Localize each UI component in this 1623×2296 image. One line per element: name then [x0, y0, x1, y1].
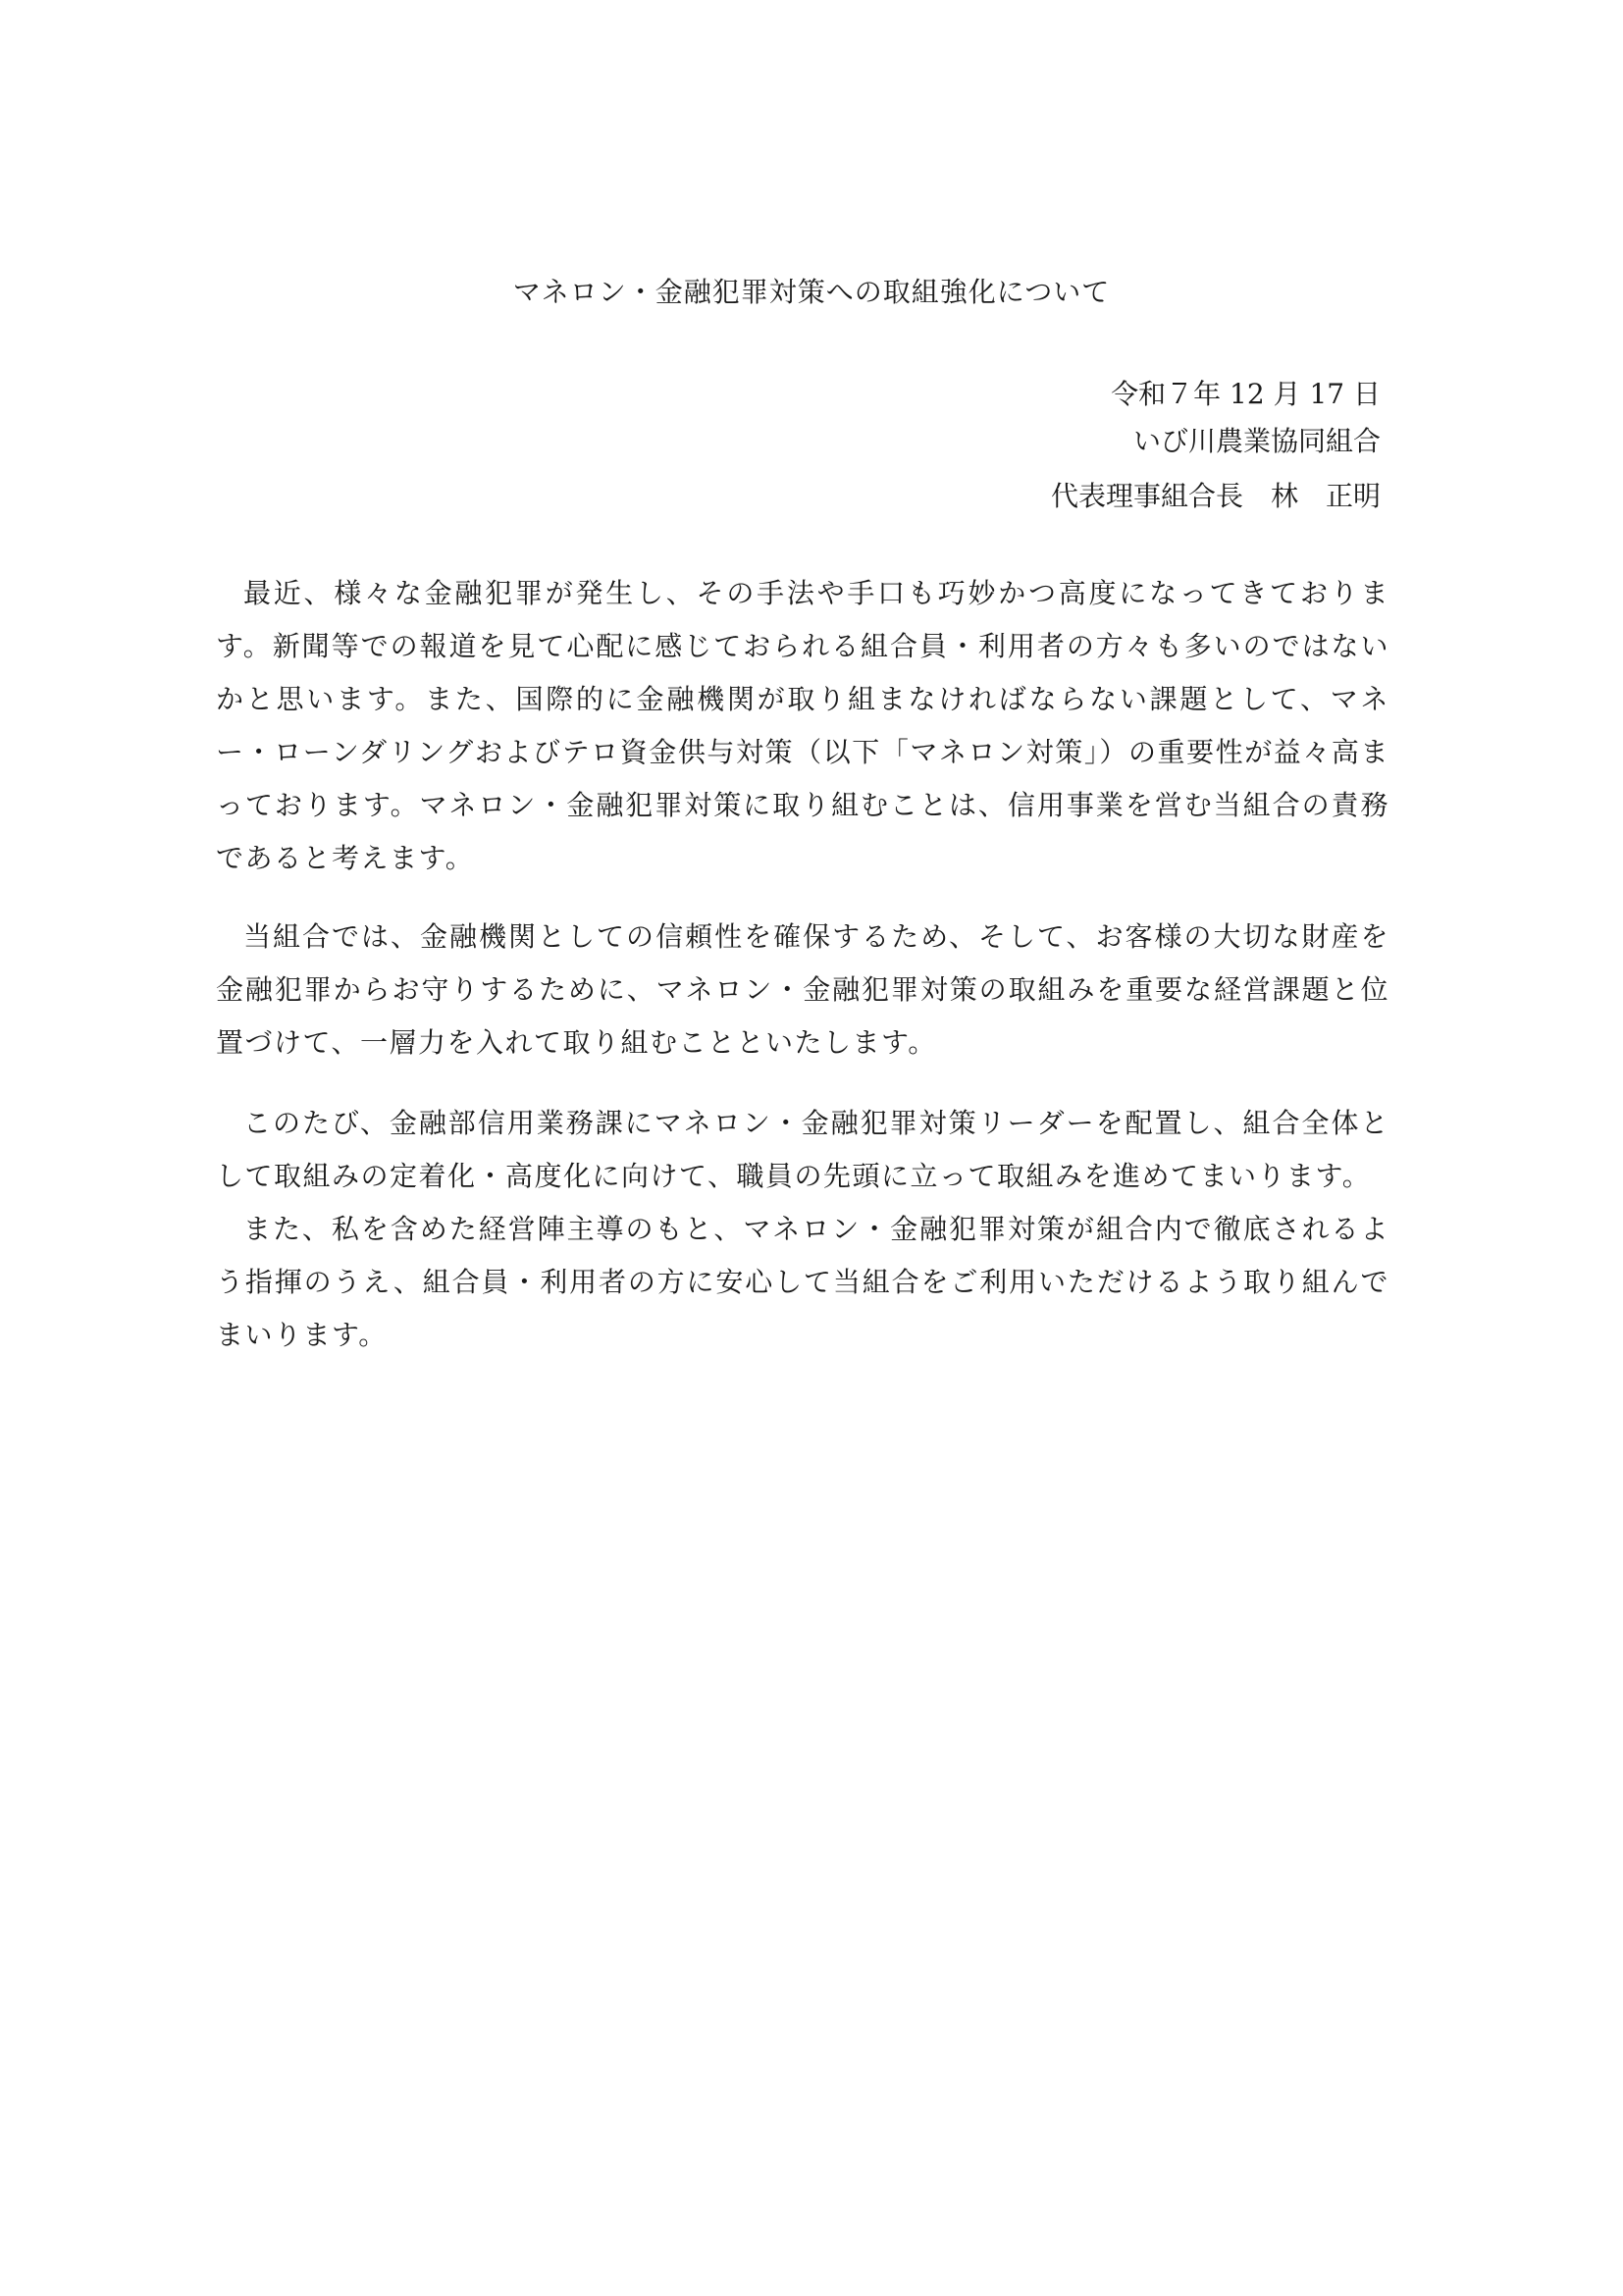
paragraph-2 — [216, 911, 1389, 1070]
organization-name: いび川農業協同組合 — [1132, 425, 1381, 457]
paragraph-1 — [216, 567, 1389, 885]
paragraph-text: このたび、金融部信用業務課にマネロン・金融犯罪対策リーダーを配置し、組合全体として取組みの定着化・高度化に向けて、職員の先頭に立って取組みを進めてまいります。 — [216, 1107, 1389, 1192]
document-title: マネロン・金融犯罪対策への取組強化について — [512, 276, 1111, 308]
paragraph-text: 最近、様々な金融犯罪が発生し、その手法や手口も巧妙かつ高度になってきております。新聞等での報道を見て心配に感じておられる組合員・利用者の方々も多いのではないかと思います。また、国際的に金融機関が取り組まなければならない課題として、マネー・ローンダリングおよびテロ資金供与対策（以下「マネロン対策」）の重要性が益々高まっております。マネロン・金融犯罪対策に取り組むことは、信用事業を営む当組合の責務であると考えます。 — [216, 577, 1389, 874]
document-date: 令和７年 12 月 17 日 — [1111, 378, 1381, 410]
paragraph-text: 当組合では、金融機関としての信頼性を確保するため、そして、お客様の大切な財産を金融犯罪からお守りするために、マネロン・金融犯罪対策の取組みを重要な経営課題と位置づけて、一層力を入れて取り組むことといたします。 — [216, 920, 1389, 1059]
paragraph-3 — [216, 1097, 1389, 1362]
paragraph-text: また、私を含めた経営陣主導のもと、マネロン・金融犯罪対策が組合内で徹底されるよう指揮のうえ、組合員・利用者の方に安心して当組合をご利用いただけるよう取り組んでまいります。 — [216, 1213, 1389, 1351]
representative-name: 代表理事組合長 林 正明 — [1050, 480, 1381, 512]
